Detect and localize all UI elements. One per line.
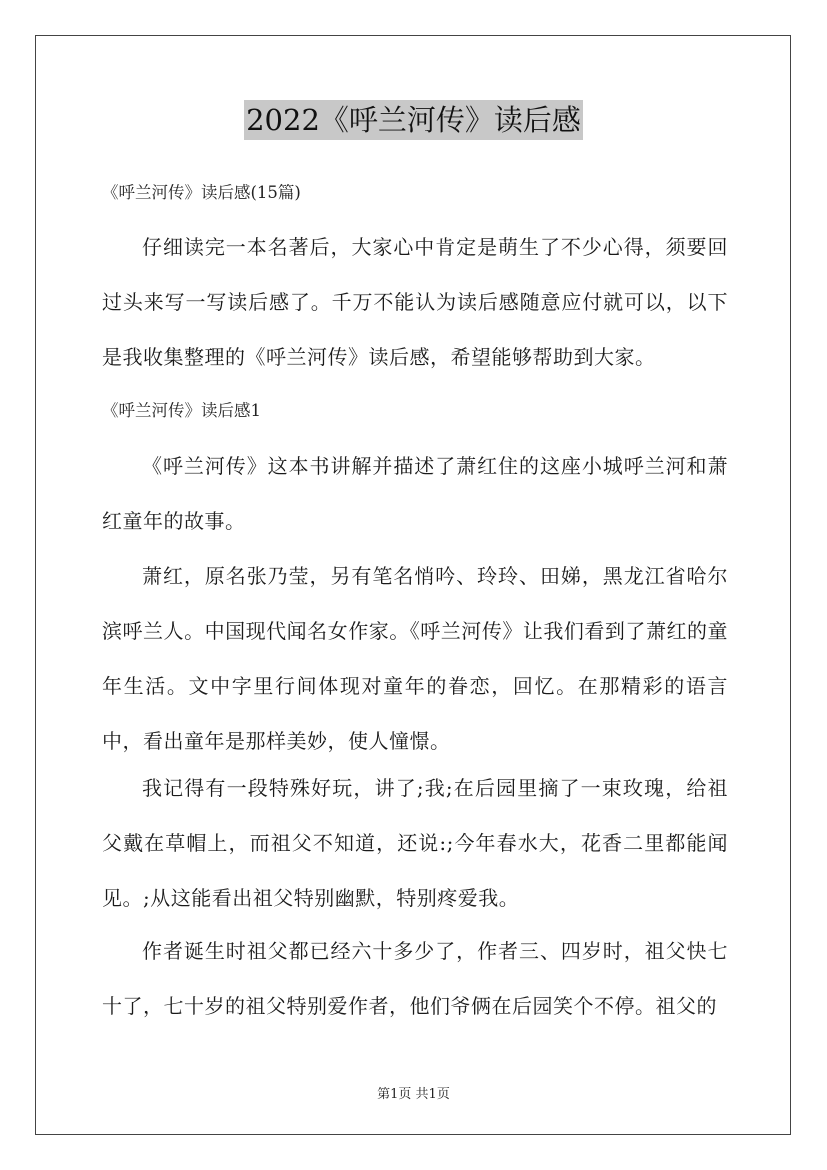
intro-paragraph: 仔细读完一本名著后，大家心中肯定是萌生了不少心得，须要回过头来写一写读后感了。千万不能认为读后感随意应付就可以，以下是我收集整理的《呼兰河传》读后感，希望能够帮助到大家。 bbox=[102, 235, 728, 369]
page-number: 第1页 共1页 bbox=[377, 1087, 450, 1102]
title-wrap bbox=[0, 100, 827, 140]
document-subtitle: 《呼兰河传》读后感(15篇) bbox=[102, 183, 301, 202]
document-title: 2022《呼兰河传》读后感 bbox=[244, 100, 583, 140]
body-paragraph-1: 《呼兰河传》这本书讲解并描述了萧红住的这座小城呼兰河和萧红童年的故事。 bbox=[102, 454, 728, 533]
section-heading: 《呼兰河传》读后感1 bbox=[102, 401, 261, 420]
body-paragraph-3: 我记得有一段特殊好玩，讲了;我;在后园里摘了一束玫瑰，给祖父戴在草帽上，而祖父不知道，还说:;今年春水大，花香二里都能闻见。;从这能看出祖父特别幽默，特别疼爱我。 bbox=[102, 776, 728, 910]
body-paragraph-2: 萧红，原名张乃莹，另有笔名悄吟、玲玲、田娣，黑龙江省哈尔滨呼兰人。中国现代闻名女作家。《呼兰河传》让我们看到了萧红的童年生活。文中字里行间体现对童年的眷恋，回忆。在那精彩的语言中，看出童年是那样美妙，使人憧憬。 bbox=[102, 564, 728, 753]
body-paragraph-4: 作者诞生时祖父都已经六十多少了，作者三、四岁时，祖父快七十了，七十岁的祖父特别爱作者，他们爷俩在后园笑个不停。祖父的 bbox=[102, 939, 728, 1018]
